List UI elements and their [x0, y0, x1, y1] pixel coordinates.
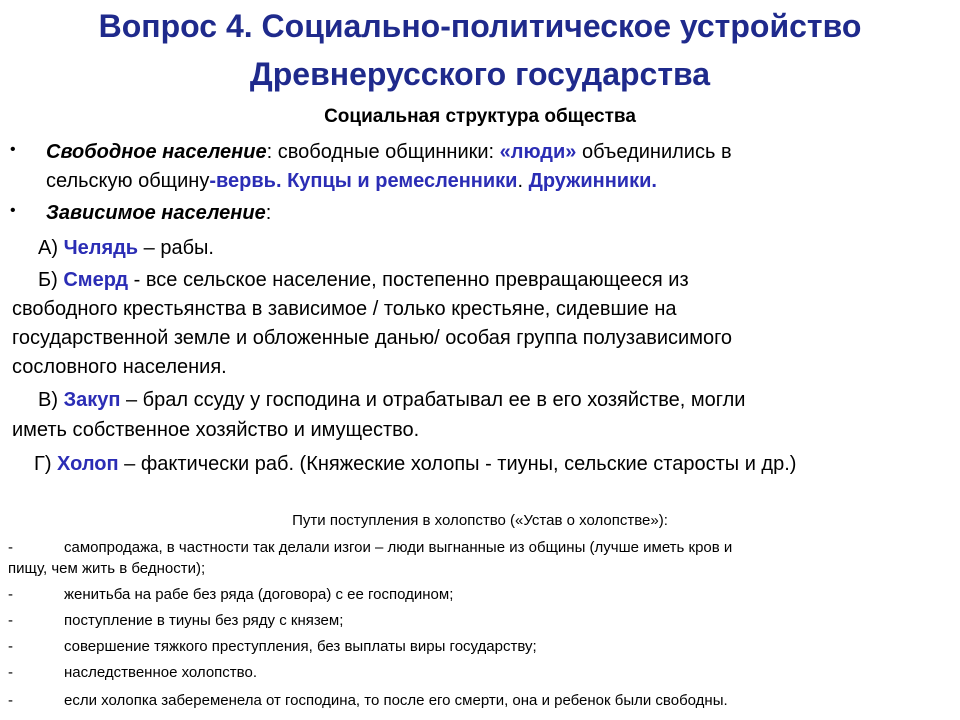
item-v-zakup-line-2: иметь собственное хозяйство и имущество. [12, 419, 420, 441]
village-community-text: сельскую общину [46, 170, 210, 192]
item-b-smerd-line-3: государственной земле и обложенные данью/ особая группа полузависимого [12, 327, 733, 349]
slide-title-line-2: Древнерусского государства [249, 56, 711, 92]
free-population-colon: : свободные общинники: [266, 141, 500, 163]
zakup-term: Закуп [63, 389, 121, 411]
item-b-smerd-line-2: свободного крестьянства в зависимое / только крестьяне, сидевшие на [12, 298, 677, 320]
verv-term: -вервь. [209, 170, 282, 192]
way-item-1-continued: пищу, чем жить в бедности); [8, 560, 206, 577]
way-item-2: женитьба на рабе без ряда (договора) с ее господином; [64, 586, 454, 603]
dash-marker: - [8, 612, 13, 629]
people-term: «люди» [499, 141, 577, 163]
slide-title [0, 2, 960, 98]
bullet-icon: • [10, 141, 16, 158]
item-v-zakup-line-1: В) Закуп – брал ссуду у господина и отрабатывал ее в его хозяйстве, могли [38, 389, 746, 411]
dash-marker: - [8, 539, 13, 556]
dependent-population-line: Зависимое население: [46, 202, 272, 224]
smerd-term: Смерд [63, 269, 129, 291]
item-a-chelyad: А) Челядь – рабы. [38, 237, 214, 259]
bullet-icon: • [10, 202, 16, 219]
ways-heading: Пути поступления в холопство («Устав о холопстве»): [292, 512, 668, 529]
slide-title-line-1: Вопрос 4. Социально-политическое устройство [98, 8, 862, 44]
dash-marker: - [8, 664, 13, 681]
item-b-smerd-line-1: Б) Смерд - все сельское население, постепенно превращающееся из [38, 269, 689, 291]
way-item-3: поступление в тиуны без ряду с князем; [64, 612, 344, 629]
way-item-6: если холопка забеременела от господина, то после его смерти, она и ребенок были свободны. [64, 692, 728, 709]
way-item-4: совершение тяжкого преступления, без выплаты виры государству; [64, 638, 537, 655]
way-item-5: наследственное холопство. [64, 664, 257, 681]
slide-subtitle: Социальная структура общества [324, 106, 636, 127]
way-item-1: самопродажа, в частности так делали изгои – люди выгнанные из общины (лучше иметь кров и [64, 539, 733, 556]
druzhinniki-term: Дружинники. [528, 170, 657, 192]
free-population-line-2: сельскую общину-вервь. Купцы и ремесленники. Дружинники. [46, 170, 657, 192]
item-g-kholop: Г) Холоп – фактически раб. (Княжеские холопы - тиуны, сельские старосты и др.) [34, 453, 797, 475]
item-b-smerd-line-4: сословного населения. [12, 356, 227, 378]
merchants-term: Купцы и ремесленники [287, 170, 518, 192]
dependent-population-label: Зависимое население [46, 202, 266, 224]
dash-marker: - [8, 692, 13, 709]
dash-marker: - [8, 638, 13, 655]
free-population-line-1 [46, 138, 732, 167]
kholop-term: Холоп [57, 453, 119, 475]
free-population-label: Свободное население [46, 141, 267, 163]
dash-marker: - [8, 586, 13, 603]
free-population-after-people: объединились в [576, 141, 732, 163]
chelyad-term: Челядь [63, 237, 139, 259]
